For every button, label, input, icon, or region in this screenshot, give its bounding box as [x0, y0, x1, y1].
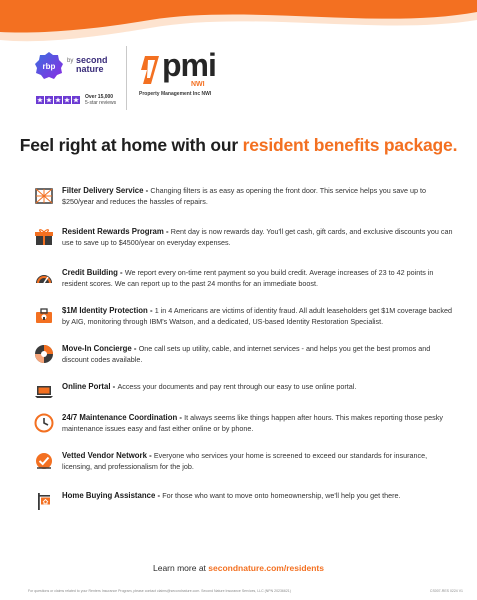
fine-print: For questions or claims related to your Renters Insurance Program, please contact claims@secondnature.com. Second Nature Insurance Services, LLC (NPN 20236621): [28, 589, 291, 593]
rbp-badge-text: rbp: [42, 62, 56, 71]
benefit-title: Vetted Vendor Network -: [62, 451, 154, 460]
benefit-description: 1 in 4 Americans are victims of identity fraud. All adult leaseholders get $1M coverage backed by AIG, monitoring through IBM's Watson, and a dedicated, US-based Identity Restoration Specialist.: [62, 306, 452, 326]
logo-row: [34, 46, 454, 116]
benefit-title: Move-In Concierge -: [62, 344, 139, 353]
gift-icon: [34, 227, 54, 247]
header-wave: [0, 0, 477, 52]
rbp-badge-icon: [34, 51, 64, 81]
second-nature-logo-text: [76, 56, 108, 74]
benefit-description: We report every on-time rent payment so you build credit. Average increases of 23 to 42 points in resident scores. We can report up to the past 24 months for an immediate boost.: [62, 268, 434, 288]
pmi-logo-mark-icon: [139, 54, 161, 86]
pmi-region: NWI: [191, 81, 205, 88]
pmi-logo-text: pmi: [162, 47, 216, 83]
star-icon: [54, 96, 62, 104]
credit-gauge-icon: [34, 268, 54, 288]
logo-divider: [126, 46, 127, 110]
headline-accent: resident benefits package.: [242, 135, 458, 155]
residents-link[interactable]: secondnature.com/residents: [208, 563, 324, 573]
benefit-description: For those who want to move onto homeownership, we'll help you get there.: [162, 491, 401, 500]
learn-more-label: Learn more at: [152, 563, 209, 573]
air-filter-icon: [34, 186, 54, 206]
benefit-title: Filter Delivery Service -: [62, 186, 151, 195]
benefit-description: Access your documents and pay rent through our easy to use online portal.: [117, 382, 357, 391]
document-code: CS007-RES 0224 V1: [429, 589, 463, 593]
benefit-title: Online Portal -: [62, 382, 118, 391]
review-count-value: Over 15,000: [85, 94, 114, 100]
review-count: [85, 94, 116, 106]
benefit-title: Resident Rewards Program -: [62, 227, 171, 236]
benefit-description: Rent day is now rewards day. You'll get cash, gift cards, and exclusive discounts you can use to save up to $4500/year on everyday expenses.: [62, 227, 453, 247]
benefit-description: It always seems like things happen after hours. This makes reporting those pesky maintenance issues easy and fast either online or by phone.: [62, 413, 443, 433]
benefit-title: 24/7 Maintenance Coordination -: [62, 413, 185, 422]
benefit-title: $1M Identity Protection -: [62, 306, 155, 315]
page-title: [0, 135, 477, 156]
benefit-title: Credit Building -: [62, 268, 125, 277]
identity-briefcase-icon: [34, 306, 54, 326]
benefit-description: Everyone who services your home is screened to exceed our standards for insurance, licensing, and professionalism for the job.: [62, 451, 428, 471]
utilities-icon: [34, 344, 54, 364]
home-sign-icon: [34, 491, 54, 511]
review-rating: [36, 94, 116, 106]
rbp-by-label: by: [67, 58, 74, 64]
laptop-icon: [34, 382, 54, 402]
review-count-label: 5-star reviews: [85, 100, 117, 106]
learn-more: [0, 563, 477, 573]
clock-icon: [34, 413, 54, 433]
pmi-full-name: Property Management Inc NWI: [139, 91, 212, 97]
five-stars: [36, 96, 80, 104]
second-nature-line2: nature: [76, 64, 104, 74]
benefit-description: One call sets up utility, cable, and internet services - and helps you get the best promos and discount codes available.: [62, 344, 431, 364]
second-nature-line1: second: [76, 55, 108, 65]
star-icon: [36, 96, 44, 104]
vetted-check-icon: [34, 451, 54, 471]
star-icon: [63, 96, 71, 104]
star-icon: [45, 96, 53, 104]
star-icon: [72, 96, 80, 104]
headline-lead: Feel right at home with our: [19, 135, 243, 155]
benefit-description: Changing filters is as easy as opening the front door. This service helps you save up to $250/year and reduces the hassles of repairs.: [62, 186, 426, 206]
benefit-title: Home Buying Assistance -: [62, 491, 163, 500]
